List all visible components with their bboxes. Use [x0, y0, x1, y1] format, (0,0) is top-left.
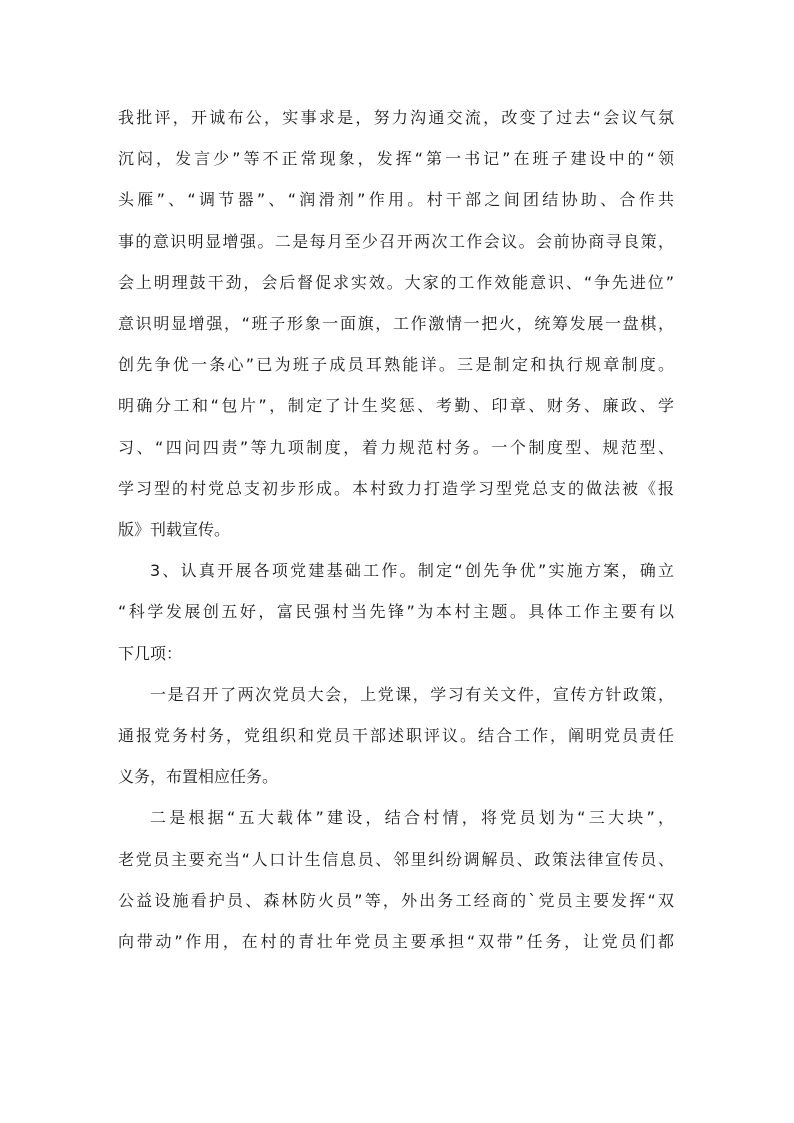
text-line: “科学发展创五好，富民强村当先锋”为本村主题。具体工作主要有以 [118, 602, 674, 621]
text-line: 通报党务村务，党组织和党员干部述职评议。结合工作，阐明党员责任 [118, 726, 674, 745]
text-line: 3、认真开展各项党建基础工作。制定“创先争优”实施方案，确立 [150, 561, 674, 580]
text-line: 义务，布置相应任务。 [118, 767, 279, 786]
text-line: 一是召开了两次党员大会，上党课，学习有关文件，宣传方针政策， [150, 685, 674, 704]
text-line: 习、“四问四责”等九项制度，着力规范村务。一个制度型、规范型、 [118, 438, 674, 457]
text-line: 学习型的村党总支初步形成。本村致力打造学习型党总支的做法被《报 [118, 479, 674, 498]
text-line: 下几项： [118, 644, 183, 663]
text-line: 我批评，开诚布公，实事求是，努力沟通交流，改变了过去“会议气氛 [118, 108, 674, 127]
text-line: 二是根据“五大载体”建设，结合村情，将党员划为“三大块”， [150, 808, 674, 827]
text-line: 老党员主要充当“人口计生信息员、邻里纠纷调解员、政策法律宣传员、 [118, 850, 674, 869]
text-line: 创先争优一条心”已为班子成员耳熟能详。三是制定和执行规章制度。 [118, 355, 674, 374]
text-line: 头雁”、“调节器”、“润滑剂”作用。村干部之间团结协助、合作共 [118, 190, 674, 209]
text-line: 沉闷，发言少”等不正常现象，发挥“第一书记”在班子建设中的“领 [118, 149, 674, 168]
text-line: 会上明理鼓干劲，会后督促求实效。大家的工作效能意识、“争先进位” [118, 273, 674, 292]
text-line: 意识明显增强，“班子形象一面旗，工作激情一把火，统筹发展一盘棋， [118, 314, 674, 333]
text-line: 向带动”作用，在村的青壮年党员主要承担“双带”任务，让党员们都 [118, 932, 674, 951]
text-line: 事的意识明显增强。二是每月至少召开两次工作会议。会前协商寻良策， [118, 232, 674, 251]
text-line: 公益设施看护员、森林防火员”等，外出务工经商的`党员主要发挥“双 [118, 891, 674, 910]
text-line: 明确分工和“包片”，制定了计生奖惩、考勤、印章、财务、廉政、学 [118, 396, 674, 415]
text-line: 版》刊载宣传。 [118, 520, 231, 539]
